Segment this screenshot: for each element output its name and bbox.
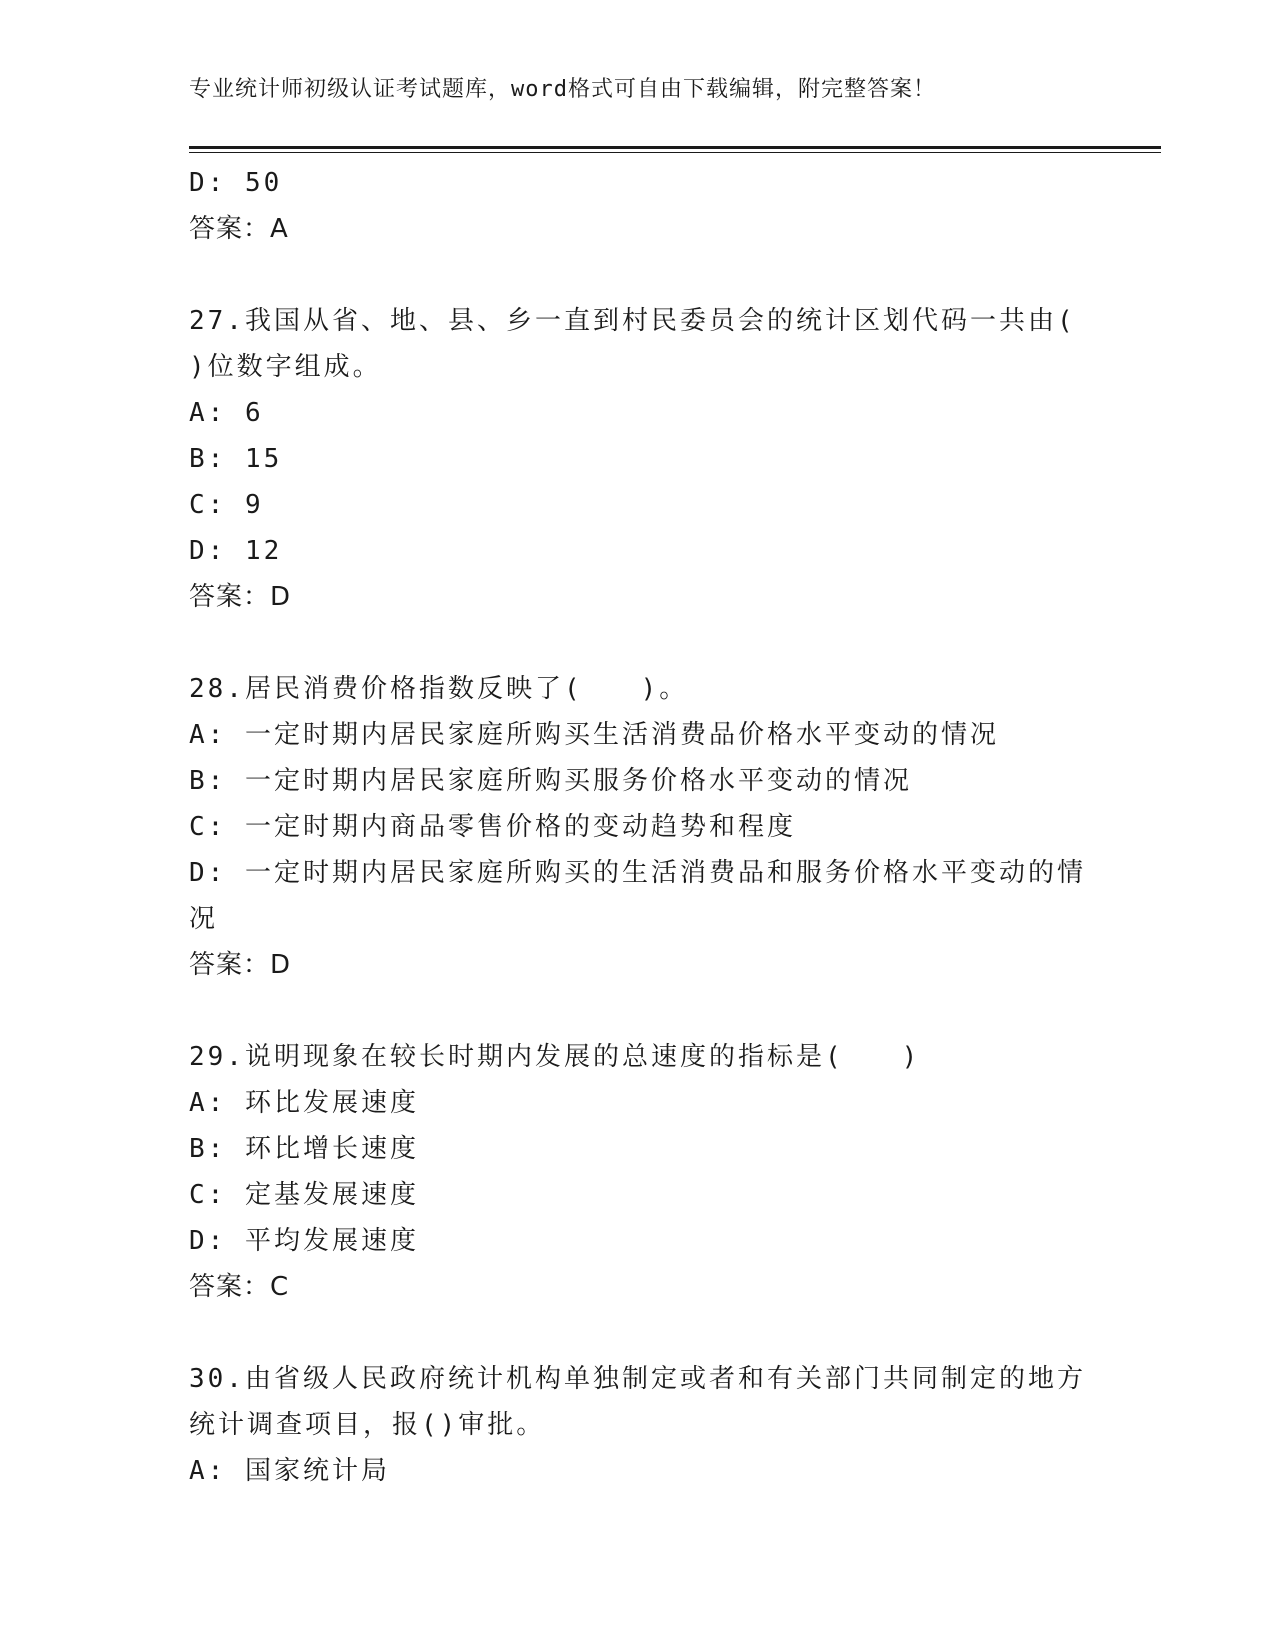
option-c: C: 定基发展速度 <box>189 1180 419 1210</box>
option-d: D: 一定时期内居民家庭所购买的生活消费品和服务价格水平变动的情 <box>189 858 1086 888</box>
option-a: A: 国家统计局 <box>189 1456 390 1486</box>
option-a: A: 环比发展速度 <box>189 1088 419 1118</box>
header-rule-thick <box>189 146 1161 149</box>
document-body <box>189 160 1089 1494</box>
option-b: B: 一定时期内居民家庭所购买服务价格水平变动的情况 <box>189 766 912 796</box>
spacer <box>189 252 1089 298</box>
option-d: D: 50 <box>189 168 283 198</box>
answer: 答案：D <box>189 582 292 612</box>
answer: 答案：C <box>189 1272 290 1302</box>
question-stem-cont: 统计调查项目，报()审批。 <box>189 1410 546 1440</box>
option-d: D: 12 <box>189 536 283 566</box>
question-29 <box>189 1034 1089 1310</box>
question-stem: 30.由省级人民政府统计机构单独制定或者和有关部门共同制定的地方 <box>189 1364 1086 1394</box>
answer: 答案：A <box>189 214 289 244</box>
question-stem: 28.居民消费价格指数反映了( )。 <box>189 674 689 704</box>
option-d: D: 平均发展速度 <box>189 1226 419 1256</box>
question-27 <box>189 298 1089 620</box>
option-c: C: 9 <box>189 490 264 520</box>
question-stem-cont: )位数字组成。 <box>189 352 382 382</box>
answer: 答案：D <box>189 950 292 980</box>
spacer <box>189 1310 1089 1356</box>
option-b: B: 15 <box>189 444 283 474</box>
question-stem: 27.我国从省、地、县、乡一直到村民委员会的统计区划代码一共由( <box>189 306 1076 336</box>
option-c: C: 一定时期内商品零售价格的变动趋势和程度 <box>189 812 796 842</box>
question-26-tail <box>189 160 1089 252</box>
option-b: B: 环比增长速度 <box>189 1134 419 1164</box>
question-stem: 29.说明现象在较长时期内发展的总速度的指标是( ) <box>189 1042 921 1072</box>
option-a: A: 6 <box>189 398 264 428</box>
spacer <box>189 988 1089 1034</box>
header-rule-thin <box>189 152 1161 153</box>
page-header: 专业统计师初级认证考试题库，word格式可自由下载编辑，附完整答案！ <box>189 77 936 102</box>
spacer <box>189 620 1089 666</box>
option-a: A: 一定时期内居民家庭所购买生活消费品价格水平变动的情况 <box>189 720 999 750</box>
question-28 <box>189 666 1089 988</box>
option-d-cont: 况 <box>189 904 219 934</box>
question-30 <box>189 1356 1089 1494</box>
